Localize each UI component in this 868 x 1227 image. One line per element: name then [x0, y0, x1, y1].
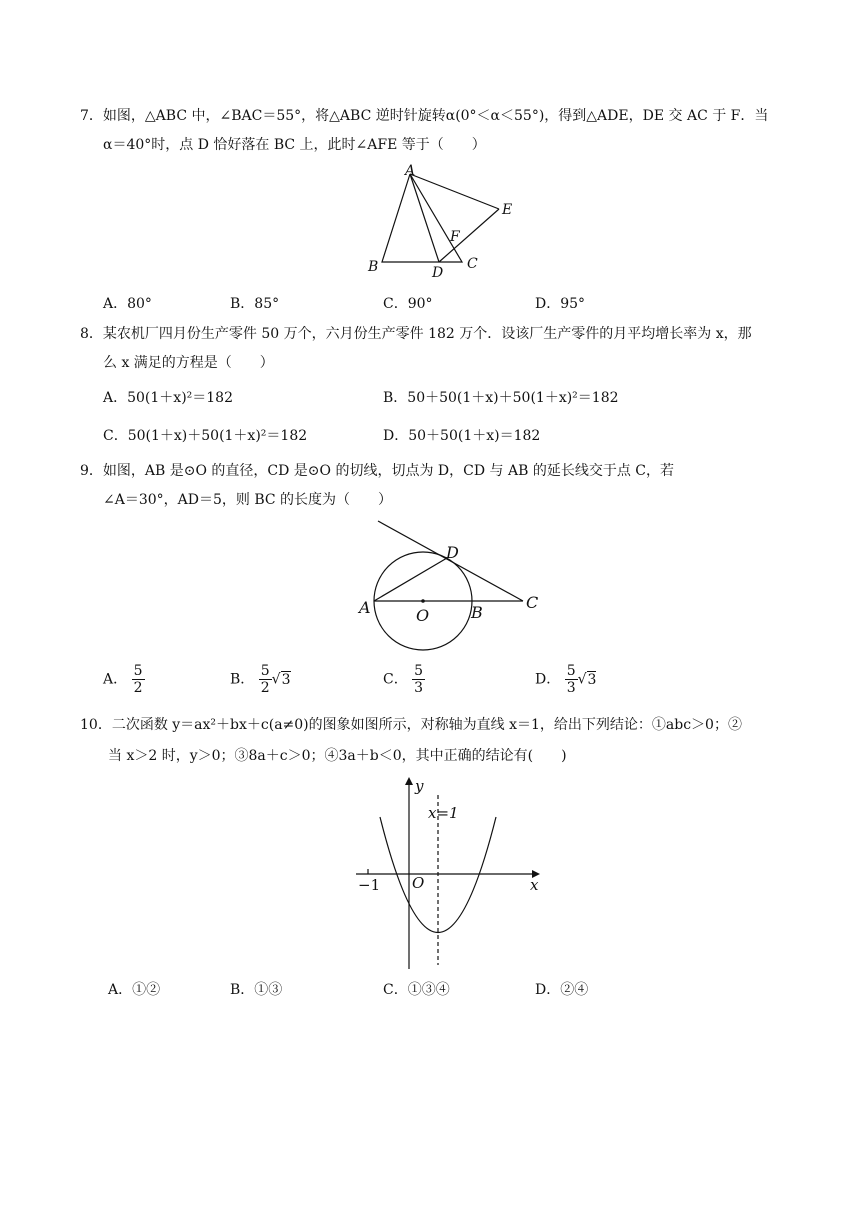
- q8-option-d[interactable]: D．50＋50(1＋x)＝182: [383, 428, 541, 444]
- q9-option-c[interactable]: [383, 663, 425, 696]
- q10-label-x: x: [530, 876, 539, 894]
- q7-option-b[interactable]: B．85°: [230, 296, 280, 312]
- q9-option-a-num: 5: [133, 663, 143, 679]
- q9-option-c-num: 5: [414, 663, 424, 679]
- q8-stem-line1: 8．某农机厂四月份生产零件 50 万个，六月份生产零件 182 万个．设该厂生产零件的月平均增长率为 x，那: [80, 326, 752, 342]
- q8-option-c[interactable]: C．50(1＋x)＋50(1＋x)²＝182: [103, 428, 308, 444]
- q9-option-d-letter: D．: [535, 671, 561, 688]
- q8-option-a[interactable]: A．50(1＋x)²＝182: [103, 390, 233, 406]
- q9-option-d-radical-sign: √: [577, 671, 587, 688]
- q9-option-c-letter: C．: [383, 671, 408, 688]
- q7-label-c: C: [467, 256, 478, 272]
- q9-label-b: B: [471, 603, 483, 622]
- q9-option-d[interactable]: [535, 663, 596, 696]
- q10-option-d[interactable]: D．②④: [535, 982, 589, 998]
- q9-option-a-den: 2: [133, 680, 143, 696]
- q9-circle-figure: [350, 515, 550, 655]
- q10-option-c[interactable]: C．①③④: [383, 982, 450, 998]
- q9-option-a-fraction: [132, 663, 145, 696]
- q7-label-b: B: [368, 259, 379, 275]
- q9-label-c: C: [526, 593, 539, 612]
- q9-label-a: A: [359, 598, 371, 617]
- q7-stem-line1: 7．如图，△ABC 中，∠BAC＝55°，将△ABC 逆时针旋转α(0°＜α＜55°)，得到△ADE，DE 交 AC 于 F．当: [80, 108, 769, 124]
- q9-option-c-fraction: [412, 663, 425, 696]
- q9-option-d-den: 3: [566, 680, 576, 696]
- q10-label-neg1: −1: [358, 876, 381, 894]
- q7-label-f: F: [450, 229, 460, 245]
- q9-option-a[interactable]: [103, 663, 145, 696]
- q9-option-b-den: 2: [260, 680, 270, 696]
- q9-option-b-num: 5: [260, 663, 270, 679]
- q9-label-d: D: [446, 543, 459, 562]
- q9-option-c-den: 3: [414, 680, 424, 696]
- q7-label-d: D: [432, 265, 444, 281]
- q7-label-e: E: [502, 202, 513, 218]
- q9-stem-line1: 9．如图，AB 是⊙O 的直径，CD 是⊙O 的切线，切点为 D，CD 与 AB 的延长线交于点 C，若: [80, 463, 674, 479]
- q9-stem-line2: ∠A＝30°，AD＝5，则 BC 的长度为（ ）: [103, 492, 393, 508]
- q7-option-a[interactable]: A．80°: [103, 296, 152, 312]
- q8-option-b[interactable]: B．50＋50(1＋x)＋50(1＋x)²＝182: [383, 390, 619, 406]
- q10-stem-line2: 当 x＞2 时，y＞0；③8a＋c＞0；④3a＋b＜0，其中正确的结论有( ): [108, 748, 567, 764]
- q10-label-o: O: [412, 874, 425, 892]
- q9-option-b-letter: B．: [230, 671, 255, 688]
- q7-option-d[interactable]: D．95°: [535, 296, 586, 312]
- q10-label-y: y: [415, 777, 424, 795]
- q9-option-b[interactable]: [230, 663, 291, 696]
- q9-option-d-fraction: [565, 663, 578, 696]
- q9-option-b-radicand: 3: [281, 671, 291, 688]
- q9-option-a-letter: A．: [103, 671, 128, 688]
- q7-option-c[interactable]: C．90°: [383, 296, 433, 312]
- q7-triangle-figure: [360, 162, 530, 282]
- q10-option-a[interactable]: A．①②: [108, 982, 161, 998]
- q10-label-axis: x=1: [428, 804, 459, 822]
- q9-option-b-fraction: [259, 663, 272, 696]
- q7-label-a: A: [405, 163, 416, 179]
- q10-stem-line1: 10．二次函数 y＝ax²＋bx＋c(a≠0)的图象如图所示，对称轴为直线 x＝1，给出下列结论：①abc＞0；②: [80, 717, 742, 733]
- q9-option-b-radical-sign: √: [271, 671, 281, 688]
- q9-option-d-radicand: 3: [587, 671, 597, 688]
- q8-stem-line2: 么 x 满足的方程是（ ）: [103, 355, 274, 371]
- q10-parabola-figure: [350, 775, 550, 975]
- q9-label-o: O: [416, 606, 430, 625]
- q10-option-b[interactable]: B．①③: [230, 982, 283, 998]
- q7-stem-line2: α＝40°时，点 D 恰好落在 BC 上，此时∠AFE 等于（ ）: [103, 137, 486, 153]
- q9-option-d-num: 5: [566, 663, 576, 679]
